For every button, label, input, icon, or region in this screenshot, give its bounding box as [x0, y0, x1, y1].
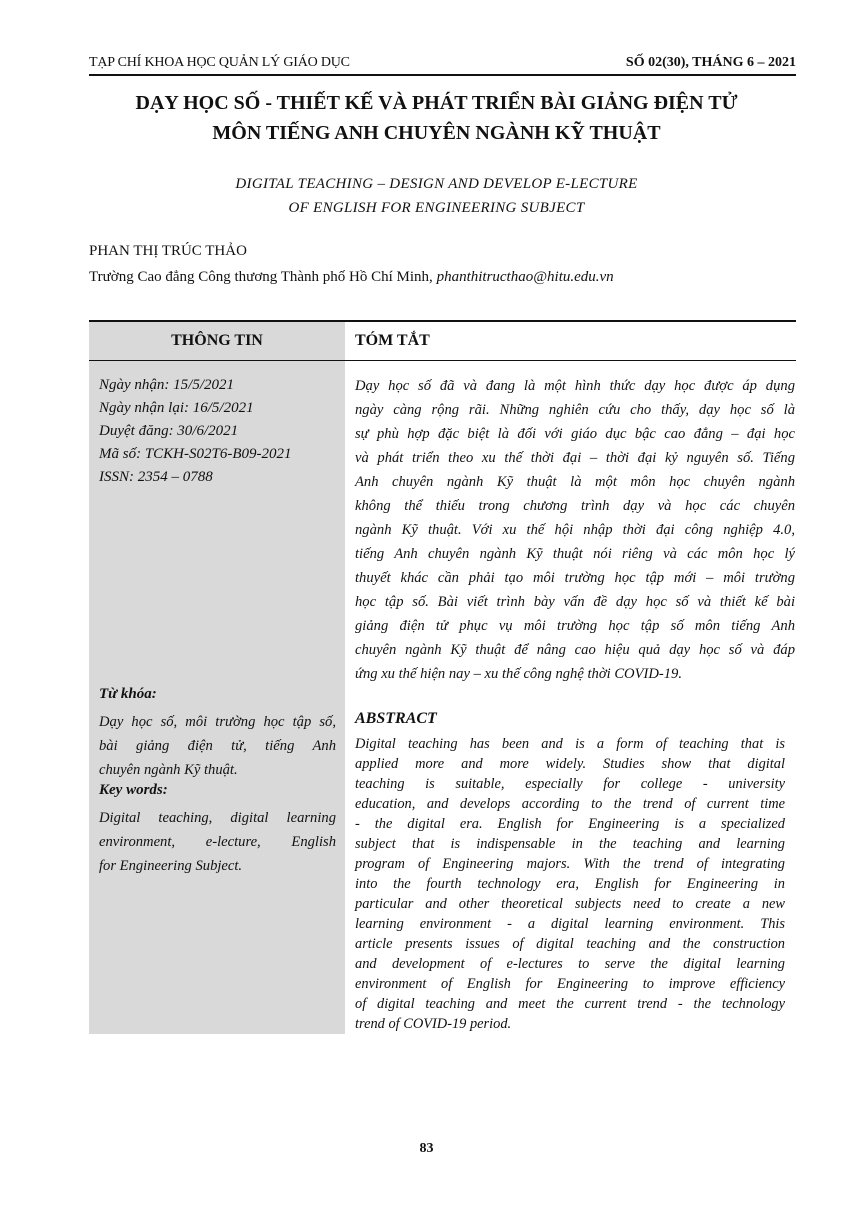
text-line: particular and other theoretical subjects need to create a new: [355, 896, 785, 912]
abstract-heading: ABSTRACT: [355, 710, 437, 727]
text-line: thuyết khác cần phải tạo môi trường học tập mới – môi trường: [355, 570, 795, 586]
received-date: Ngày nhận: 15/5/2021: [99, 377, 234, 393]
text-line: environment, e-lecture, English: [99, 834, 336, 850]
text-line: learning environment - a digital learning environment. This: [355, 916, 785, 932]
text-line: sự phù hợp đặc biệt là đối với giáo dục bậc cao đẳng – đại học: [355, 426, 795, 442]
vietnamese-summary: [355, 374, 795, 686]
text-line: ngày càng rộng rãi. Những nghiên cứu cho thấy, dạy học số là: [355, 402, 795, 418]
accepted-date: Duyệt đăng: 30/6/2021: [99, 423, 239, 439]
page-number: 83: [419, 1141, 434, 1156]
text-line: environment of English for Engineering to improve efficiency: [355, 976, 785, 992]
en-title-line: OF ENGLISH FOR ENGINEERING SUBJECT: [288, 200, 585, 216]
keywords-en-heading: Key words:: [99, 782, 168, 798]
text-line: ứng xu thế hiện nay – xu thế công nghệ thời COVID-19.: [355, 666, 683, 682]
keywords-vi-heading: Từ khóa:: [99, 686, 157, 702]
text-line: ngành Kỹ thuật. Với xu thế hội nhập thời đại công nghiệp 4.0,: [355, 522, 795, 538]
summary-header: TÓM TẮT: [355, 332, 430, 349]
issue-info: SỐ 02(30), THÁNG 6 – 2021: [625, 55, 796, 70]
author-name: PHAN THỊ TRÚC THẢO: [89, 243, 247, 259]
text-line: và phát triển theo xu thế thời đại – thời đại kỷ nguyên số. Tiếng: [355, 450, 795, 466]
text-line: program of Engineering majors. With the trend of integrating: [355, 856, 785, 872]
text-line: and development of e-lectures to serve the digital learning: [355, 956, 785, 972]
keywords-vi: [99, 710, 336, 782]
text-line: chuyên ngành Kỹ thuật.: [99, 762, 238, 778]
text-line: subject that is indispensable in the teaching and learning: [355, 836, 785, 852]
text-line: trend of COVID-19 period.: [355, 1016, 512, 1032]
text-line: Digital teaching has been and is a form of teaching that is: [355, 736, 785, 752]
affiliation-org: Trường Cao đẳng Công thương Thành phố Hồ Chí Minh,: [89, 269, 437, 285]
journal-name: TẠP CHÍ KHOA HỌC QUẢN LÝ GIÁO DỤC: [89, 55, 350, 70]
text-line: bài giảng điện tử, tiếng Anh: [99, 738, 336, 754]
english-title: [60, 172, 813, 220]
text-line: teaching is suitable, especially for college - university: [355, 776, 785, 792]
text-line: education, and develops according to the trend of current time: [355, 796, 785, 812]
issn: ISSN: 2354 – 0788: [99, 469, 213, 485]
text-line: into the fourth technology era, English for Engineering in: [355, 876, 785, 892]
text-line: chuyên ngành Kỹ thuật để nâng cao hiệu quả dạy học số và đáp: [355, 642, 795, 658]
text-line: học tập số. Bài viết trình bày vấn đề dạy học số và thiết kế bài: [355, 594, 795, 610]
en-title-line: DIGITAL TEACHING – DESIGN AND DEVELOP E-LECTURE: [235, 176, 638, 192]
keywords-en: [99, 806, 336, 878]
title-line: DẠY HỌC SỐ - THIẾT KẾ VÀ PHÁT TRIỂN BÀI GIẢNG ĐIỆN TỬ: [135, 92, 738, 114]
info-abstract-table: [89, 320, 796, 1034]
revised-date: Ngày nhận lại: 16/5/2021: [99, 400, 254, 416]
text-line: article presents issues of digital teaching and the construction: [355, 936, 785, 952]
article-info: [99, 374, 292, 489]
text-line: - the digital era. English for Engineering is a specialized: [355, 816, 785, 832]
affiliation: [89, 269, 614, 286]
abstract-text: [355, 734, 785, 1034]
text-line: Digital teaching, digital learning: [99, 810, 336, 826]
text-line: tiếng Anh chuyên ngành Kỹ thuật nói riêng và các môn học lý: [355, 546, 795, 562]
text-line: of digital teaching and meet the current trend - the technology: [355, 996, 785, 1012]
text-line: giảng điện tử phục vụ môi trường học tập số môn tiếng Anh: [355, 618, 795, 634]
text-line: không thể thiếu trong chương trình dạy và học các chuyên: [355, 498, 795, 514]
article-code: Mã số: TCKH-S02T6-B09-2021: [99, 446, 292, 462]
article-title: [60, 88, 813, 148]
text-line: Dạy học số đã và đang là một hình thức dạy học được áp dụng: [355, 378, 795, 394]
text-line: Anh chuyên ngành Kỹ thuật là một môn học chuyên ngành: [355, 474, 795, 490]
text-line: Dạy học số, môi trường học tập số,: [99, 714, 336, 730]
text-line: for Engineering Subject.: [99, 858, 243, 874]
author-email[interactable]: phanthitructhao@hitu.edu.vn: [436, 269, 614, 285]
title-line: MÔN TIẾNG ANH CHUYÊN NGÀNH KỸ THUẬT: [212, 122, 661, 144]
info-header: THÔNG TIN: [171, 332, 263, 349]
header-divider: [89, 360, 796, 361]
running-header: [89, 52, 796, 76]
text-line: applied more and more widely. Studies show that digital: [355, 756, 785, 772]
